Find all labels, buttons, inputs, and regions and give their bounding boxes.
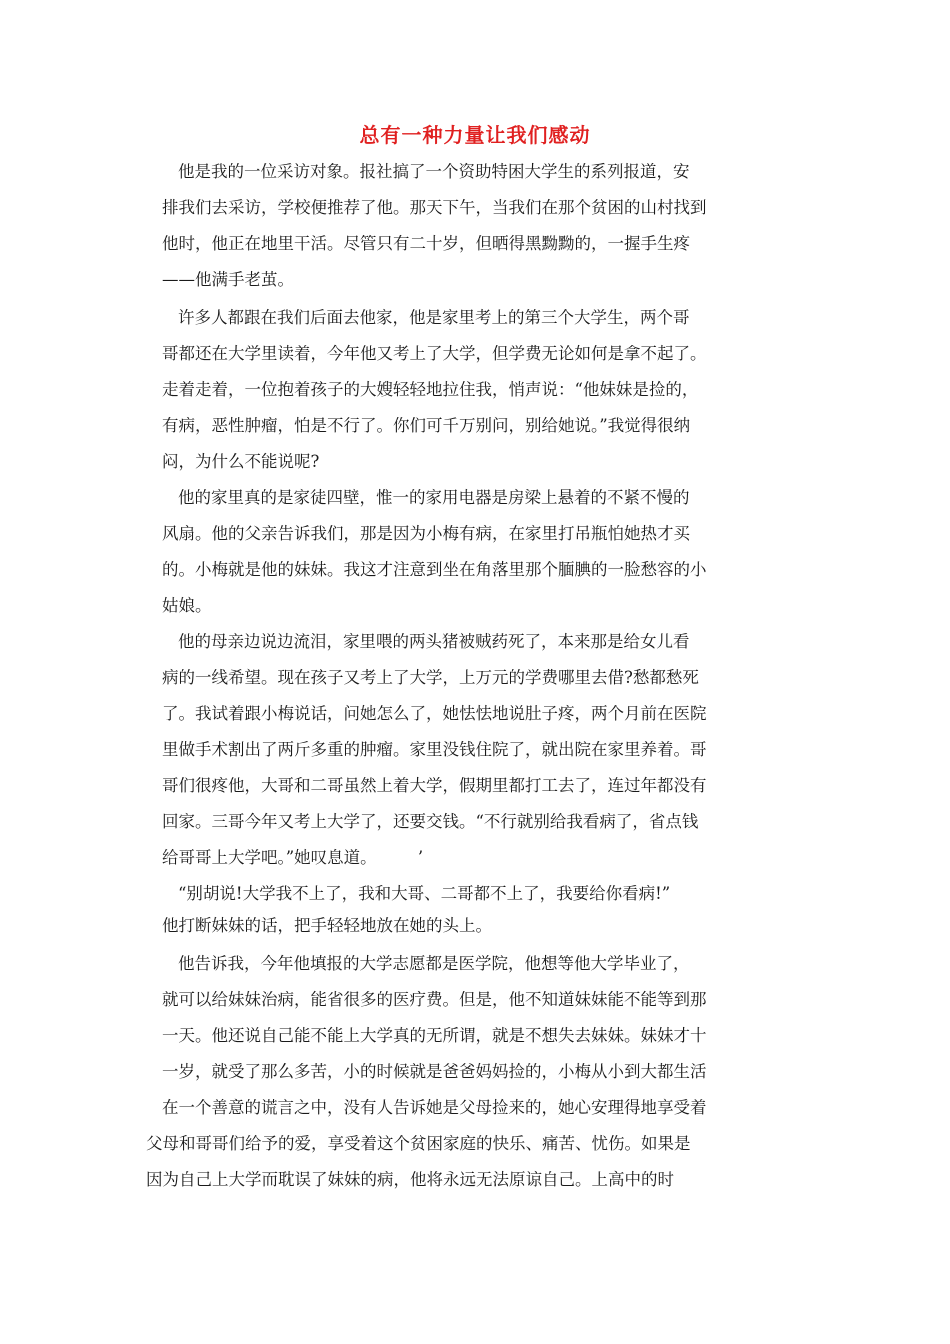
text-line: 他时，他正在地里干活。尽管只有二十岁，但晒得黑黝黝的，一握手生疼 <box>162 234 690 253</box>
text-line: 姑娘。 <box>162 596 212 615</box>
text-line: 回家。三哥今年又考上大学了，还要交钱。“不行就别给我看病了，省点钱 <box>162 812 699 831</box>
text-line: 走着走着，一位抱着孩子的大嫂轻轻地拉住我，悄声说：“他妹妹是捡的， <box>162 380 699 399</box>
text-line: 一岁，就受了那么多苦，小的时候就是爸爸妈妈捡的，小梅从小到大都生活 <box>162 1062 707 1081</box>
text-line: ——他满手老茧。 <box>162 270 294 289</box>
text-line: 他告诉我，今年他填报的大学志愿都是医学院，他想等他大学毕业了， <box>178 954 690 973</box>
text-line: 的。小梅就是他的妹妹。我这才注意到坐在角落里那个腼腆的一脸愁容的小 <box>162 560 707 579</box>
text-line: 父母和哥哥们给予的爱，享受着这个贫困家庭的快乐、痛苦、忧伤。如果是 <box>146 1134 691 1153</box>
text-line: 一天。他还说自己能不能上大学真的无所谓，就是不想失去妹妹。妹妹才十 <box>162 1026 707 1045</box>
text-line: 闷，为什么不能说呢? <box>162 452 320 471</box>
text-line: 就可以给妹妹治病，能省很多的医疗费。但是，他不知道妹妹能不能等到那 <box>162 990 707 1009</box>
text-line: 因为自己上大学而耽误了妹妹的病，他将永远无法原谅自己。上高中的时 <box>146 1170 674 1189</box>
document-title: 总有一种力量让我们感动 <box>359 123 591 147</box>
text-line: 风扇。他的父亲告诉我们，那是因为小梅有病，在家里打吊瓶怕她热才买 <box>162 524 690 543</box>
text-line: 他的家里真的是家徒四壁，惟一的家用电器是房梁上悬着的不紧不慢的 <box>178 488 690 507</box>
text-line: 哥都还在大学里读着，今年他又考上了大学，但学费无论如何是拿不起了。 <box>162 344 707 363</box>
text-line: 许多人都跟在我们后面去他家，他是家里考上的第三个大学生，两个哥 <box>178 308 690 327</box>
text-line: 排我们去采访，学校便推荐了他。那天下午，当我们在那个贫困的山村找到 <box>162 198 707 217</box>
text-line: 了。我试着跟小梅说话，问她怎么了，她怯怯地说肚子疼，两个月前在医院 <box>162 704 707 723</box>
text-line: 有病，恶性肿瘤，怕是不行了。你们可千万别问，别给她说。”我觉得很纳 <box>162 416 691 435</box>
text-line: 在一个善意的谎言之中，没有人告诉她是父母捡来的，她心安理得地享受着 <box>162 1098 707 1117</box>
text-line: “别胡说!大学我不上了，我和大哥、二哥都不上了，我要给你看病!” <box>178 884 671 903</box>
text-line: 给哥哥上大学吧。”她叹息道。 ’ <box>162 848 424 867</box>
text-line: 哥们很疼他，大哥和二哥虽然上着大学，假期里都打工去了，连过年都没有 <box>162 776 707 795</box>
text-line: 病的一线希望。现在孩子又考上了大学，上万元的学费哪里去借?愁都愁死 <box>162 668 699 687</box>
text-line: 里做手术割出了两斤多重的肿瘤。家里没钱住院了，就出院在家里养着。哥 <box>162 740 707 759</box>
text-line: 他打断妹妹的话，把手轻轻地放在她的头上。 <box>162 916 492 935</box>
text-line: 他是我的一位采访对象。报社搞了一个资助特困大学生的系列报道，安 <box>178 162 690 181</box>
text-line: 他的母亲边说边流泪，家里喂的两头猪被贼药死了，本来那是给女儿看 <box>178 632 690 651</box>
